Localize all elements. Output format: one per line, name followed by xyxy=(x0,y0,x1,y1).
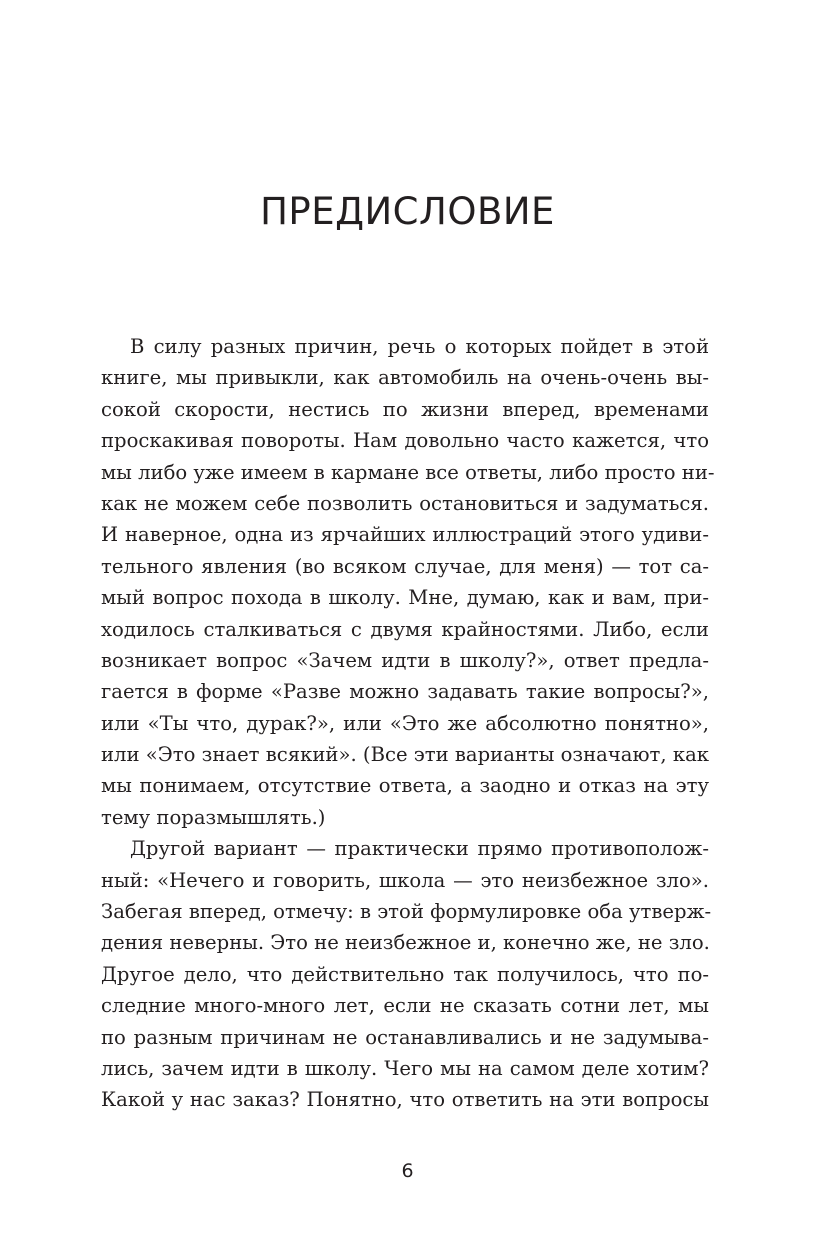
chapter-title: ПРЕДИСЛОВИЕ xyxy=(260,190,555,233)
text-line: мы либо уже имеем в кармане все ответы, либо просто ни- xyxy=(101,460,715,484)
text-line: Другой вариант — практически прямо противополож- xyxy=(130,837,709,861)
page-number: 6 xyxy=(401,1160,414,1182)
paragraph-2 xyxy=(101,833,712,1116)
text-line: ходилось сталкиваться с двумя крайностями. Либо, если xyxy=(101,617,709,641)
text-line: гается в форме «Разве можно задавать такие вопросы?», xyxy=(101,680,709,704)
paragraph-1 xyxy=(101,331,715,833)
text-line: книге, мы привыкли, как автомобиль на очень-очень вы- xyxy=(101,366,709,390)
text-line: или «Ты что, дурак?», или «Это же абсолютно понятно», xyxy=(101,711,709,735)
body-text xyxy=(101,331,715,1116)
text-line: Какой у нас заказ? Понятно, что ответить на эти вопросы xyxy=(101,1088,709,1112)
text-line: как не можем себе позволить остановиться и задуматься. xyxy=(101,491,709,515)
text-line: тельного явления (во всяком случае, для меня) — тот са- xyxy=(101,554,709,578)
text-line: возникает вопрос «Зачем идти в школу?», ответ предла- xyxy=(101,648,709,672)
text-line: проскакивая повороты. Нам довольно часто кажется, что xyxy=(101,429,709,453)
text-line: сокой скорости, нестись по жизни вперед, временами xyxy=(101,397,709,421)
text-line: Другое дело, что действительно так получилось, что по- xyxy=(101,962,709,986)
text-line: В силу разных причин, речь о которых пойдет в этой xyxy=(130,335,709,358)
text-line: дения неверны. Это не неизбежное и, конечно же, не зло. xyxy=(101,931,710,955)
text-line: по разным причинам не останавливались и не задумыва- xyxy=(101,1025,709,1049)
text-line: И наверное, одна из ярчайших иллюстраций этого удиви- xyxy=(101,523,709,547)
text-line: мы понимаем, отсутствие ответа, а заодно и отказ на эту xyxy=(101,774,709,798)
text-line: Забегая вперед, отмечу: в этой формулировке оба утверж- xyxy=(101,900,712,924)
text-line: мый вопрос похода в школу. Мне, думаю, как и вам, при- xyxy=(101,586,709,610)
text-line: следние много-много лет, если не сказать сотни лет, мы xyxy=(101,994,709,1018)
text-line: ный: «Нечего и говорить, школа — это неизбежное зло». xyxy=(101,868,709,892)
text-line: тему поразмышлять.) xyxy=(101,805,326,829)
text-line: или «Это знает всякий». (Все эти варианты означают, как xyxy=(101,743,709,767)
text-line: лись, зачем идти в школу. Чего мы на самом деле хотим? xyxy=(101,1056,709,1080)
